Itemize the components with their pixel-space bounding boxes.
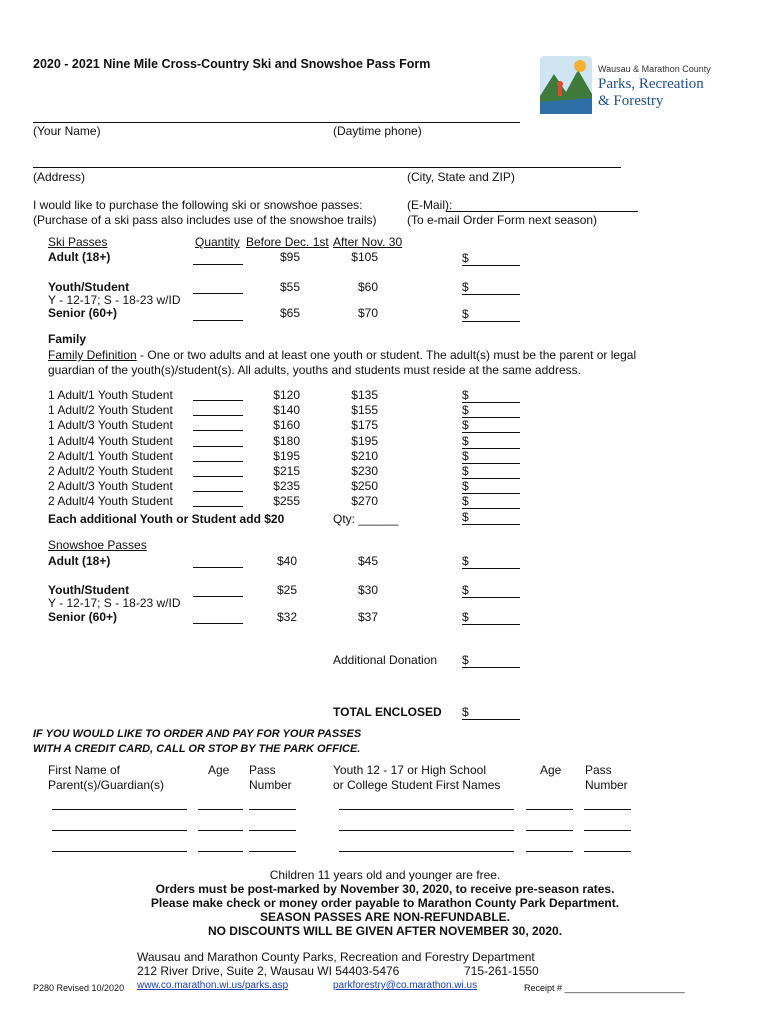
- parent-name-header-line2: Parent(s)/Guardian(s): [48, 778, 165, 792]
- department-address: 212 River Drive, Suite 2, Wausau WI 54403-5476: [137, 964, 400, 978]
- ski-senior-before-price: $65: [279, 306, 300, 320]
- before-column-header: Before Dec. 1st: [246, 235, 329, 249]
- snowshoe-youth-label: Youth/Student: [48, 583, 130, 597]
- family-row-quantity[interactable]: [193, 415, 243, 416]
- website-link[interactable]: www.co.marathon.wi.us/parks.asp: [137, 980, 289, 991]
- family-row-total[interactable]: $: [462, 434, 520, 449]
- snowshoe-adult-total[interactable]: $: [462, 554, 520, 569]
- address-label: (Address): [33, 170, 86, 184]
- youth-pass-header-line1: Pass: [585, 763, 612, 777]
- logo-org-line3: & Forestry: [598, 93, 664, 109]
- snowshoe-adult-after-price: $45: [357, 554, 378, 568]
- snowshoe-senior-quantity[interactable]: [193, 623, 243, 624]
- ski-senior-label: Senior (60+): [48, 306, 118, 320]
- family-row-after-price: $250: [351, 479, 378, 494]
- youth-name-field[interactable]: [339, 830, 514, 831]
- family-row-quantity[interactable]: [193, 506, 243, 507]
- family-row-total[interactable]: $: [462, 494, 520, 509]
- ski-adult-after-price: $105: [351, 250, 378, 264]
- parent-age-field[interactable]: [198, 830, 243, 831]
- email-label: (E-Mail):: [407, 198, 453, 212]
- family-row-total[interactable]: $: [462, 449, 520, 464]
- family-definition-label: Family Definition: [48, 348, 137, 362]
- parent-pass-field[interactable]: [249, 809, 296, 810]
- snowshoe-youth-before-price: $25: [276, 583, 297, 597]
- after-column-header: After Nov. 30: [333, 235, 403, 249]
- snowshoe-youth-after-price: $30: [357, 583, 378, 597]
- family-row-total[interactable]: $: [462, 403, 520, 418]
- ski-youth-sub: Y - 12-17; S - 18-23 w/ID: [48, 293, 181, 307]
- department-name: Wausau and Marathon County Parks, Recreation and Forestry Department: [137, 950, 535, 964]
- ski-youth-before-price: $55: [279, 280, 300, 294]
- youth-pass-header-line2: Number: [585, 778, 628, 792]
- ski-adult-quantity[interactable]: [193, 264, 243, 265]
- ski-senior-after-price: $70: [357, 306, 378, 320]
- youth-name-field[interactable]: [339, 851, 514, 852]
- ski-senior-total[interactable]: $: [462, 307, 520, 322]
- family-row-label: 1 Adult/3 Youth Student: [48, 418, 173, 433]
- parent-name-field[interactable]: [52, 830, 187, 831]
- form-title: 2020 - 2021 Nine Mile Cross-Country Ski and Snowshoe Pass Form: [33, 57, 431, 71]
- family-row-before-price: $120: [273, 388, 300, 402]
- family-row-after-price: $195: [351, 433, 378, 448]
- family-row-label: 2 Adult/2 Youth Student: [48, 464, 173, 478]
- snowshoe-senior-after-price: $37: [357, 610, 378, 624]
- snowshoe-youth-quantity[interactable]: [193, 596, 243, 597]
- family-row-label: 1 Adult/1 Youth Student: [48, 388, 173, 402]
- youth-pass-field[interactable]: [584, 830, 631, 831]
- family-additional-qty[interactable]: Qty: ______: [333, 512, 399, 526]
- family-row-after-price: $135: [351, 388, 378, 402]
- ski-youth-label: Youth/Student: [48, 280, 130, 294]
- family-row-quantity[interactable]: [193, 430, 243, 431]
- no-discounts-note: NO DISCOUNTS WILL BE GIVEN AFTER NOVEMBER 30, 2020.: [207, 924, 563, 938]
- logo-org-line2: Parks, Recreation: [598, 76, 704, 92]
- family-row-total[interactable]: $: [462, 388, 520, 403]
- revision-note: P280 Revised 10/2020: [33, 983, 125, 993]
- parent-pass-field[interactable]: [249, 851, 296, 852]
- total-enclosed-label: TOTAL ENCLOSED: [333, 705, 442, 719]
- snowshoe-senior-label: Senior (60+): [48, 610, 118, 624]
- family-row-after-price: $210: [351, 448, 378, 463]
- family-row-after-price: $155: [351, 403, 378, 418]
- email-line[interactable]: [446, 211, 638, 212]
- youth-pass-field[interactable]: [584, 809, 631, 810]
- snowshoe-youth-total[interactable]: $: [462, 583, 520, 598]
- quantity-column-header: Quantity: [195, 235, 240, 249]
- family-row-before-price: $215: [273, 464, 300, 478]
- logo: [540, 56, 720, 116]
- youth-name-field[interactable]: [339, 809, 514, 810]
- department-phone: 715-261-1550: [464, 964, 539, 978]
- non-refundable-note: SEASON PASSES ARE NON-REFUNDABLE.: [259, 910, 511, 924]
- additional-donation-label: Additional Donation: [333, 653, 438, 667]
- children-free-note: Children 11 years old and younger are free.: [269, 868, 501, 882]
- address-line[interactable]: [33, 167, 621, 168]
- ski-senior-quantity[interactable]: [193, 320, 243, 321]
- family-definition-line2: guardian of the youth(s)/student(s). All adults, youths and students must reside at the same address.: [48, 363, 581, 377]
- credit-card-note-line1: IF YOU WOULD LIKE TO ORDER AND PAY FOR YOUR PASSES: [33, 728, 362, 740]
- family-row-label: 1 Adult/4 Youth Student: [48, 433, 173, 448]
- family-heading: Family: [48, 332, 87, 346]
- family-row-before-price: $195: [273, 448, 300, 463]
- ski-youth-after-price: $60: [357, 280, 378, 294]
- family-row-quantity[interactable]: [193, 446, 243, 447]
- parent-age-field[interactable]: [198, 851, 243, 852]
- family-row-before-price: $180: [273, 433, 300, 448]
- family-row-quantity[interactable]: [193, 400, 243, 401]
- family-row-total[interactable]: $: [462, 418, 520, 433]
- ski-adult-before-price: $95: [279, 250, 300, 264]
- youth-pass-field[interactable]: [584, 851, 631, 852]
- family-definition-text: - One or two adults and at least one youth or student. The adult(s) must be the parent or legal: [136, 348, 637, 362]
- youth-age-field[interactable]: [526, 809, 573, 810]
- city-state-zip-label: (City, State and ZIP): [407, 170, 515, 184]
- snowshoe-heading: Snowshoe Passes: [48, 538, 147, 552]
- youth-age-field[interactable]: [526, 830, 573, 831]
- logo-org-line1: Wausau & Marathon County: [598, 64, 711, 74]
- parent-name-field[interactable]: [52, 851, 187, 852]
- ski-youth-total[interactable]: $: [462, 280, 520, 295]
- snowshoe-adult-label: Adult (18+): [48, 554, 111, 568]
- snowshoe-youth-sub: Y - 12-17; S - 18-23 w/ID: [48, 596, 181, 610]
- snowshoe-senior-total[interactable]: $: [462, 610, 520, 625]
- family-row-total[interactable]: $: [462, 479, 520, 494]
- parent-pass-field[interactable]: [249, 830, 296, 831]
- family-row-label: 2 Adult/1 Youth Student: [48, 448, 173, 463]
- email-link[interactable]: parkforestry@co.marathon.wi.us: [333, 980, 478, 991]
- total-enclosed-amount[interactable]: $: [462, 705, 520, 720]
- youth-age-field[interactable]: [526, 851, 573, 852]
- family-row-before-price: $255: [273, 494, 300, 509]
- youth-name-header-line2: or College Student First Names: [333, 778, 501, 792]
- youth-name-header-line1: Youth 12 - 17 or High School: [333, 763, 486, 777]
- family-row-before-price: $140: [273, 403, 300, 418]
- parent-name-field[interactable]: [52, 809, 187, 810]
- family-definition: [48, 348, 636, 362]
- your-name-label: (Your Name): [33, 124, 101, 138]
- daytime-phone-label: (Daytime phone): [333, 124, 422, 138]
- family-row-quantity[interactable]: [193, 461, 243, 462]
- email-note: (To e-mail Order Form next season): [407, 213, 598, 227]
- family-row-quantity[interactable]: [193, 491, 243, 492]
- receipt-number: Receipt # ________________________: [524, 983, 685, 993]
- parent-pass-header-line2: Number: [249, 778, 292, 792]
- family-row-after-price: $230: [351, 464, 378, 478]
- parks-logo-icon: [540, 56, 592, 114]
- intro-line1: I would like to purchase the following ski or snowshoe passes:: [33, 198, 363, 212]
- family-row-total[interactable]: $: [462, 464, 520, 479]
- ski-adult-total[interactable]: $: [462, 251, 520, 266]
- parent-age-field[interactable]: [198, 809, 243, 810]
- intro-line2: (Purchase of a ski pass also includes use of the snowshoe trails): [33, 213, 377, 227]
- credit-card-note-line2: WITH A CREDIT CARD, CALL OR STOP BY THE PARK OFFICE.: [33, 743, 361, 755]
- family-row-quantity[interactable]: [193, 476, 243, 477]
- parent-name-header-line1: First Name of: [48, 763, 121, 777]
- family-row-before-price: $235: [273, 479, 300, 494]
- additional-donation-amount[interactable]: $: [462, 653, 520, 668]
- parent-age-header: Age: [208, 763, 230, 777]
- family-row-label: 1 Adult/2 Youth Student: [48, 403, 173, 418]
- family-row-label: 2 Adult/4 Youth Student: [48, 494, 173, 509]
- family-row-before-price: $160: [273, 418, 300, 433]
- family-additional-total[interactable]: $: [462, 510, 520, 525]
- youth-age-header: Age: [540, 763, 562, 777]
- name-phone-line[interactable]: [33, 122, 520, 123]
- postmark-note: Orders must be post-marked by November 30, 2020, to receive pre-season rates.: [155, 882, 615, 896]
- ski-passes-heading: Ski Passes: [48, 235, 108, 249]
- family-row-after-price: $270: [351, 494, 378, 509]
- snowshoe-adult-before-price: $40: [276, 554, 297, 568]
- family-row-after-price: $175: [351, 418, 378, 433]
- parent-pass-header-line1: Pass: [249, 763, 276, 777]
- family-additional-label: Each additional Youth or Student add $20: [48, 512, 285, 526]
- ski-adult-label: Adult (18+): [48, 250, 111, 264]
- payable-note: Please make check or money order payable to Marathon County Park Department.: [150, 896, 620, 910]
- snowshoe-adult-quantity[interactable]: [193, 567, 243, 568]
- snowshoe-senior-before-price: $32: [276, 610, 297, 624]
- family-row-label: 2 Adult/3 Youth Student: [48, 479, 173, 494]
- ski-youth-quantity[interactable]: [193, 293, 243, 294]
